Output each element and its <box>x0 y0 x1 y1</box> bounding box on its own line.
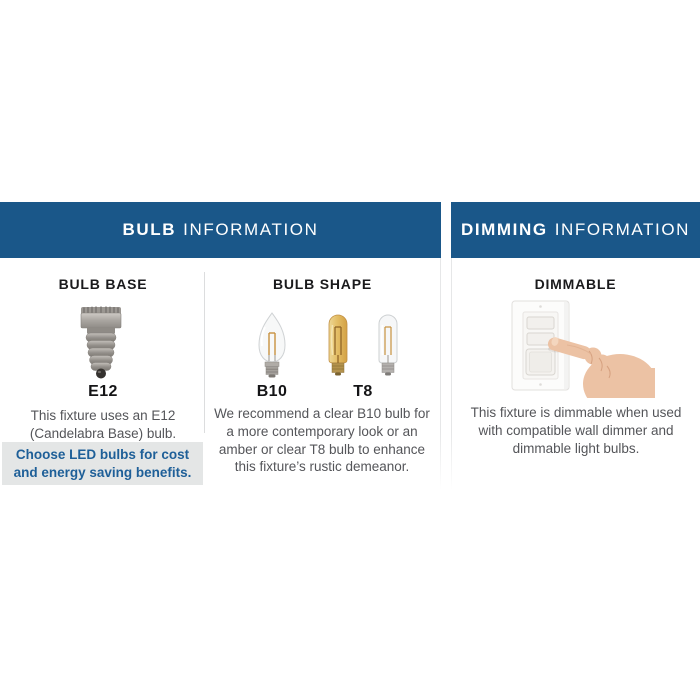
bulb-header-bold: BULB <box>122 220 177 239</box>
dimming-card-left-border <box>451 258 452 490</box>
bulb-card-right-border <box>440 258 441 490</box>
dimmable-heading: DIMMABLE <box>534 276 617 292</box>
bulb-information-header <box>0 202 441 258</box>
dimmer-switch-image <box>505 296 655 398</box>
t8-label: T8 <box>353 383 373 400</box>
t8-amber-bulb-image <box>321 313 355 379</box>
bulb-columns-divider <box>204 272 205 433</box>
bulb-base-description: This fixture uses an E12 (Candelabra Base) bulb. <box>29 408 177 441</box>
led-tip-text: Choose LED bulbs for cost and energy saving benefits. <box>13 446 192 480</box>
e12-label: E12 <box>88 383 118 400</box>
b10-bulb-image <box>249 311 295 379</box>
e12-candelabra-base-image <box>76 304 126 380</box>
t8-clear-bulb-image <box>371 313 405 379</box>
led-tip-box <box>2 442 203 485</box>
bulb-base-heading: BULB BASE <box>58 276 148 292</box>
dimming-information-header <box>451 202 700 258</box>
bulb-shape-description: We recommend a clear B10 bulb for a more contemporary look or an amber or clear T8 bulb to enhance this fixture’s rustic demeanor. <box>214 406 430 475</box>
bulb-shape-heading: BULB SHAPE <box>272 276 372 292</box>
b10-label: B10 <box>256 383 288 400</box>
dimming-header-bold: DIMMING <box>460 220 548 239</box>
bulb-header-regular: INFORMATION <box>183 220 319 239</box>
dimming-header-regular: INFORMATION <box>554 220 691 239</box>
dimmable-description: This fixture is dimmable when used with compatible wall dimmer and dimmable light bulbs. <box>470 405 682 456</box>
